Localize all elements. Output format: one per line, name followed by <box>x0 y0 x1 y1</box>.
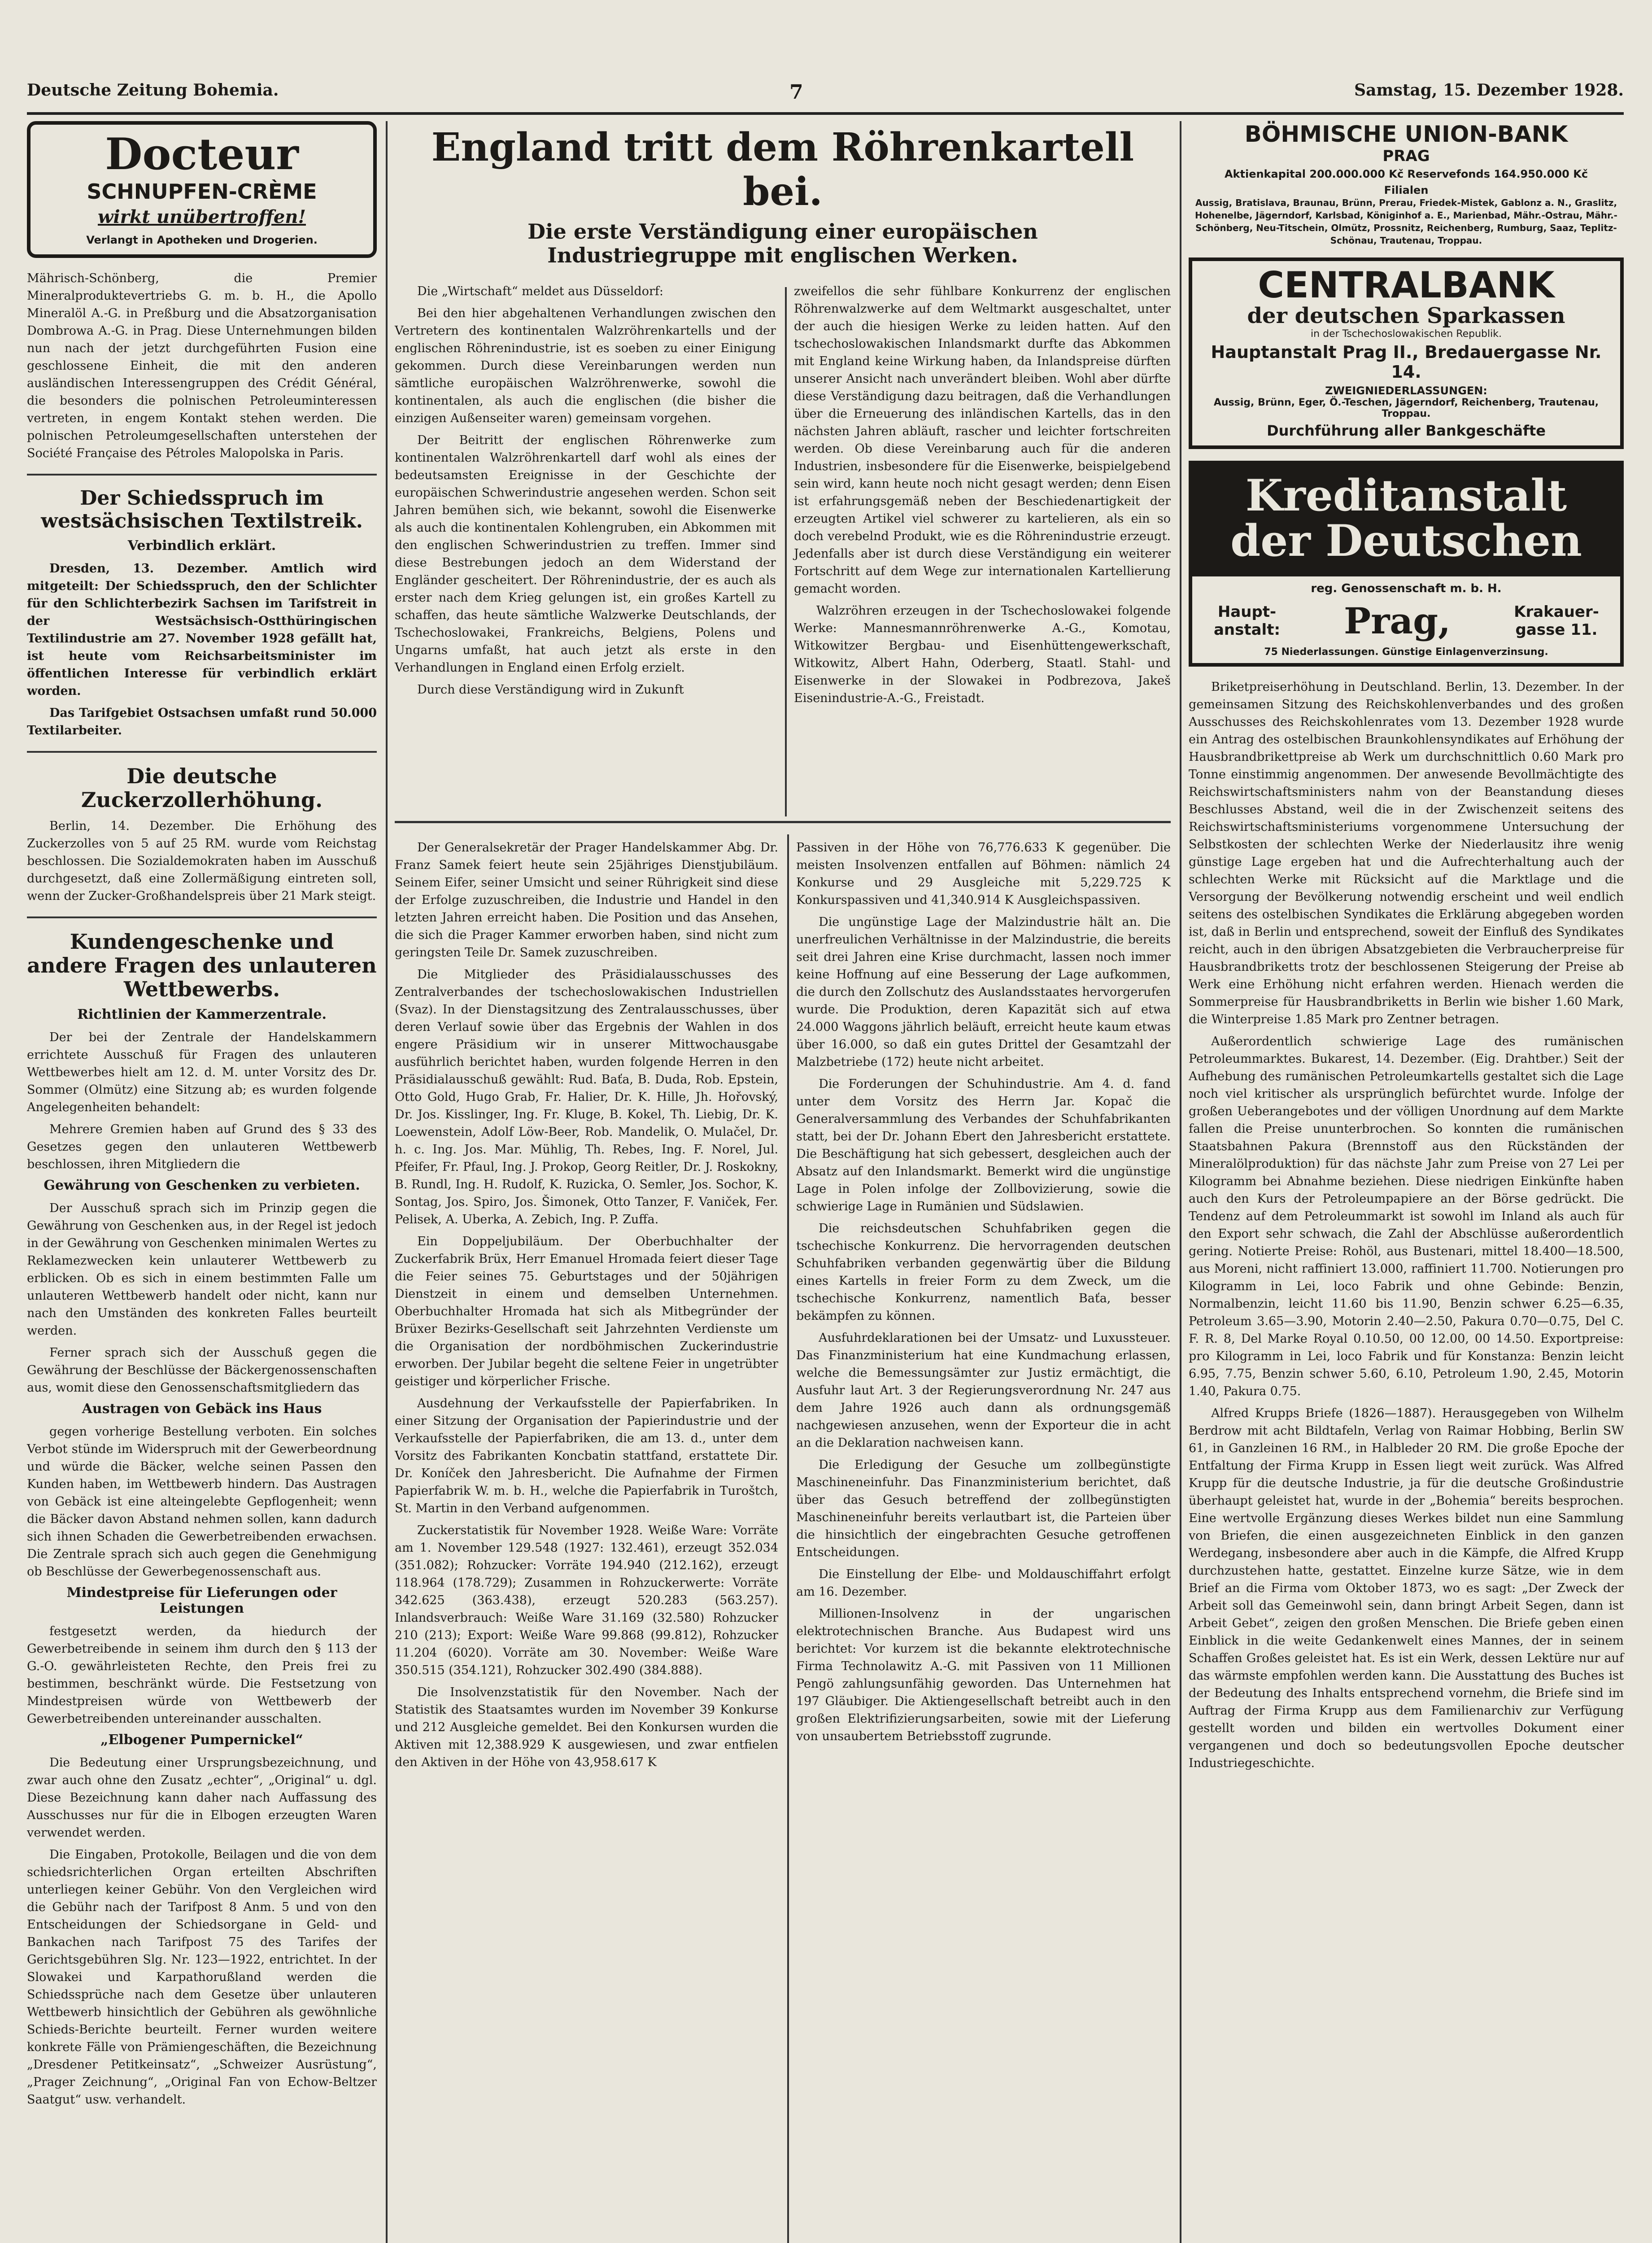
kreditanstalt-line1: Kreditanstalt <box>1245 470 1567 521</box>
article-subtitle: Richtlinien der Kammerzentrale. <box>77 1006 327 1022</box>
bank-country: in der Tschechoslowakischen Republik. <box>1311 328 1502 340</box>
bank-branches-label: ZWEIGNIEDERLASSUNGEN: <box>1325 384 1487 397</box>
kreditanstalt-reg: reg. Genossenschaft m. b. H. <box>1311 581 1502 595</box>
section-heading: Gewährung von Geschenken zu verbieten. <box>44 1177 360 1193</box>
bank-branches: Aussig, Bratislava, Braunau, Brünn, Prerau, Friedek-Mistek, Gablonz a. N., Graslitz, Hohenelbe, Jägerndorf, Karlsbad, Königinhof a. E., Marienbad, Mähr.-Ostrau, Mähr.-Schönberg, Neu-Titschein, Olmütz, Prossnitz, Reichenberg, Rumburg, Saaz, Teplitz-Schönau, Trautenau, Troppau. <box>1195 197 1617 246</box>
kreditanstalt-haupt: Haupt-anstalt: <box>1213 602 1281 639</box>
article-subtitle: Verbindlich erklärt. <box>127 538 276 554</box>
article-paragraph: Der Ausschuß sprach sich im Prinzip gegen die Gewährung von Geschenken aus, in der Regel ist jedoch in der Gewährung von Geschenken minimalen Wertes zu Reklamezwecken kein unlauterer Wettbewerb zu erblicken. Ob es sich in einem bestimmten Falle um unlauteren Wettbewerb handelt oder nicht, kann nur nach den Umständen des konkreten Falles beurteilt werden. <box>27 1201 377 1338</box>
bank-claim: Durchführung aller Bankgeschäfte <box>1267 422 1546 439</box>
article-paragraph: Ferner sprach sich der Ausschuß gegen die Gewährung der Beschlüsse der Bäckergenossenschaften aus, womit diese den Genossenschaftsmitgliedern das <box>27 1345 377 1395</box>
news-item: Ein Doppeljubiläum. Der Oberbuchhalter der Zuckerfabrik Brüx, Herr Emanuel Hromada feiert dieser Tage die Feier seines 75. Geburtstages und der 50jährigen Dienstzeit in einem und demselben Unternehmen. Oberbuchhalter Hromada hat sich als Mitbegründer der Brüxer Bezirks-Gesellschaft seit Jahrzehnten Verdienste um die Organisation der nordböhmischen Zuckerindustrie erworben. Der Jubilar begeht die seltene Feier in ungetrübter geistiger und körperlicher Frische. <box>395 1235 778 1388</box>
kreditanstalt-city: Prag, <box>1344 599 1451 642</box>
section-heading: Austragen von Gebäck ins Haus <box>82 1401 322 1417</box>
section-heading: Mindestpreise für Lieferungen oder Leistungen <box>66 1584 337 1616</box>
article-paragraph: Mehrere Gremien haben auf Grund des § 33 des Gesetzes gegen den unlauteren Wettbewerb beschlossen, ihren Mitgliedern die <box>27 1122 377 1171</box>
right-column <box>1189 121 1624 1776</box>
news-item: Ausfuhrdeklarationen bei der Umsatz- und Luxussteuer. Das Finanzministerium hat eine Kundmachung erlassen, welche die Bemessungsämter zur Justiz ermächtigt, die Ausfuhr laut Art. 3 der Regierungsverordnung Nr. 247 aus dem Jahre 1926 auch dann als ordnungsgemäß nachgewiesen anzusehen, wenn der Exporteur die in acht an die Deklaration nachweisen kann. <box>796 1331 1171 1450</box>
bank-name: BÖHMISCHE UNION-BANK <box>1244 121 1568 147</box>
news-item: Die Erledigung der Gesuche um zollbegünstigte Maschineneinfuhr. Das Finanzministerium berichtet, daß über das Gesuch betreffend der zollbegünstigten Maschineneinfuhr bereits verlautbart ist, die Parteien über die hinsichtlich der eingebrachten Gesuche getroffenen Entscheidungen. <box>796 1458 1171 1559</box>
divider <box>27 751 377 753</box>
column-rule <box>1180 121 1181 2243</box>
lead-title: England tritt dem Röhrenkartell bei. <box>431 125 1134 214</box>
kreditanstalt-details <box>1189 576 1624 667</box>
news-item: Die reichsdeutschen Schuhfabriken gegen die tschechische Konkurrenz. Die hervorragenden deutschen Schuhfabriken verbanden gegenwärtig über die Bildung eines Kartells in freier Form zu dem Zweck, um die tschechische Konkurrenz, namentlich Baťa, besser bekämpfen zu können. <box>796 1222 1171 1323</box>
news-item: Alfred Krupps Briefe (1826—1887). Herausgegeben von Wilhelm Berdrow mit acht Bildtafeln, Verlag von Raimar Hobbing, Berlin SW 61, in Ganzleinen 16 RM., in Halbleder 20 RM. Die große Epoche der Entfaltung der Firma Krupp in Essen liegt weit zurück. Was Alfred Krupp für die deutsche Industrie, ja für die deutsche Großindustrie überhaupt geleistet hat, wurde in der „Bohemia“ bereits besprochen. Eine wertvolle Ergänzung dieses Werkes bildet nun eine Sammlung von Briefen, die einen ausgezeichneten Einblick in den ganzen Werdegang, insbesondere aber auch in die Kämpfe, die Alfred Krupp durchzustehen hatte, gestattet. Einzelne kurze Sätze, wie in dem Brief an die Firma vom Oktober 1873, wo es sagt: „Der Zweck der Arbeit soll das Gemeinwohl sein, dann bringt Arbeit Segen, dann ist Arbeit Gebet“, zeigen den großen Menschen. Die Briefe geben einen Einblick in die weite Gedankenwelt eines Mannes, der in seinem Schaffen Großes geleistet hat. Es ist ein Werk, dessen Lektüre nur auf das wärmste empfohlen werden kann. Die Ausstattung des Buches ist der Bedeutung des Inhalts entsprechend vornehm, die Briefe sind im Auftrag der Firma Krupp aus dem Familienarchiv zur Verfügung gestellt worden und bilden ein wertvolles Dokument einer vergangenen und doch so bedeutungsvollen Epoche deutscher Industriegeschichte. <box>1189 1406 1624 1770</box>
bank-city: PRAG <box>1382 147 1430 165</box>
article-paragraph: Dresden, 13. Dezember. Amtlich wird mitgeteilt: Der Schiedsspruch, den der Schlichter für den Schlichterbezirk Sachsen im Tarifstreit in der Westsächsisch-Ostthüringischen Textilindustrie am 27. November 1928 gefällt hat, ist heute vom Reichsarbeitsminister im öffentlichen Interesse für verbindlich erklärt worden. <box>27 562 377 698</box>
lead-column-right <box>794 283 1171 711</box>
article-paragraph: Der Beitritt der englischen Röhrenwerke zum kontinentalen Walzröhrenkartell darf wohl als eines der bedeutsamsten Ereignisse in der Geschichte der europäischen Schwerindustrie angesehen werden. Schon seit Jahren bemühen sich, wie bekannt, sowohl die Eisenwerke als auch die kontinentalen Kohlengruben, ein Abkommen mit den englischen Schwerindustrien zu treffen. Immer sind diese Bestrebungen jedoch an dem Widerstand der Engländer gescheitert. Der Röhrenindustrie, der es auch als erster nach dem Krieg gelungen ist, ein großes Kartell zu schaffen, das heute sämtliche Walzwerke Deutschlands, der Tschechoslowakei, Frankreichs, Belgiens, Polens und Ungarns umfaßt, hat auch jetzt als erste in den Verhandlungen in England einen Erfolg erzielt. <box>395 433 776 675</box>
article-paragraph: Walzröhren erzeugen in der Tschechoslowakei folgende Werke: Mannesmannröhrenwerke A.-G., Komotau, Witkowitzer Bergbau- und Eisenhüttengewerkschaft, Witkowitz, Albert Hahn, Oderberg, Staatl. Stahl- und Eisenwerke in der Slowakei in Podbrezova, Jakeš Eisenindustrie-A.-G., Freistadt. <box>794 604 1171 705</box>
left-intro: Mährisch-Schönberg, die Premier Mineralproduktevertriebs G. m. b. H., die Apollo Mineralöl A.-G. in Preßburg und die Absatzorganisation Dombrowa A.-G. in Prag. Diese Unternehmungen bilden nun nach der jetzt durchgeführten Fusion eine geschlossene Einheit, die mit den anderen ausländischen Interessengruppen des Crédit Général, die besonders die polnischen Petroleuminteressen vertreten, in engem Kontakt stehen werden. Die polnischen Petroleumgesellschaften unterstehen der Société Française des Pétroles Malopolska in Paris. <box>27 271 377 460</box>
article-paragraph: Berlin, 14. Dezember. Die Erhöhung des Zuckerzolles von 5 auf 25 RM. wurde vom Reichstag beschlossen. Die Sozialdemokraten haben im Ausschuß durchgesetzt, daß eine Zollermäßigung eintreten soll, wenn der Zucker-Großhandelspreis über 21 Mark steigt. <box>27 819 377 903</box>
article-paragraph: Die Bedeutung einer Ursprungsbezeichnung, und zwar auch ohne den Zusatz „echter“, „Original“ u. dgl. Diese Bezeichnung kann daher nach Auffassung des Ausschusses nur für die in Elbogen erzeugten Waren verwendet werden. <box>27 1755 377 1840</box>
divider <box>27 474 377 476</box>
bank-subtitle: der deutschen Sparkassen <box>1247 303 1565 328</box>
news-item: Briketpreiserhöhung in Deutschland. Berlin, 13. Dezember. In der gemeinsamen Sitzung des Reichskohlenverbandes und des großen Ausschusses des Reichskohlenrates vom 13. Dezember 1928 wurde ein Antrag des ostelbischen Braunkohlensyndikates auf Erhöhung der Hausbrandbrikettpreise ab Werk um durchschnittlich 0.60 Mark pro Tonne einstimmig angenommen. Der anwesende Bevollmächtigte des Reichswirtschaftsministers nahm von der Beanstandung dieses Beschlusses Abstand, weil die in der Zwischenzeit seitens des Reichswirtschaftsministeriums vorgenommene Untersuchung der Selbstkosten der schlechten Werke der Niederlausitz ihre wenig günstige Lage ergeben hat und die Aufrechterhaltung auch der schlechten Werke mit Rücksicht auf die Marktlage und die Versorgung der Bevölkerung notwendig erscheint und weil endlich seitens des ostelbischen Syndikates die Erklärung abgegeben worden ist, daß in Berlin und entsprechend, soweit der Einfluß des Syndikates reicht, auch in den übrigen Absatzgebieten die Verbraucherpreise für Hausbrandbriketts trotz der beschlossenen Steigerung der Preise ab Werk eine Erhöhung nicht erfahren werden. Hienach werden die Sommerpreise für Hausbrandbriketts in Berlin wie bisher 1.60 Mark, die Winterpreise 1.85 Mark pro Zentner betragen. <box>1189 680 1624 1026</box>
bank-capital: Aktienkapital 200.000.000 Kč Reservefonds 164.950.000 Kč <box>1224 168 1588 180</box>
article-title: Die deutsche Zuckerzollerhöhung. <box>81 764 323 812</box>
news-item: Die Forderungen der Schuhindustrie. Am 4. d. fand unter dem Vorsitz des Herrn Jar. Kopač die Generalversammlung des Verbandes der Schuhfabrikanten statt, bei der Dr. Johann Ebert den Jahresbericht erstattete. Die Beschäftigung hat sich gebessert, desgleichen auch der Absatz auf den Inlandsmarkt. Bemerkt wird die ungünstige Lage in Polen infolge der Zollbovizierung, sowie die schwierige Lage in Rumänien und Südslawien. <box>796 1077 1171 1213</box>
kreditanstalt-line2: der Deutschen <box>1230 515 1582 566</box>
news-item: Ausdehnung der Verkaufsstelle der Papierfabriken. In einer Sitzung der Organisation der Papierindustrie und der Verkaufsstelle der Papierfabriken, die am 13. d., unter dem Vorsitz des Fabrikanten Koncbatin stattfand, erstattete Dir. Dr. Koníček den Jahresbericht. Die Aufnahme der Firmen Papierfabrik W. m. b. H., welche die Papierfabrik in Turoštch, St. Martin in den Verband aufgenommen. <box>395 1396 778 1515</box>
lead-column-left <box>395 283 776 703</box>
article-paragraph: Der bei der Zentrale der Handelskammern errichtete Ausschuß für Fragen des unlauteren Wettbewerbes hielt am 12. d. M. unter Vorsitz des Dr. Sommer (Olmütz) eine Sitzung ab; es wurden folgende Angelegenheiten behandelt: <box>27 1030 377 1114</box>
ad-claim: wirkt unübertroffen! <box>98 206 306 227</box>
page-number: 7 <box>789 81 803 104</box>
lead-subtitle: Die erste Verständigung einer europäischen Industriegruppe mit englischen Werken. <box>527 219 1038 267</box>
article-paragraph: zweifellos die sehr fühlbare Konkurrenz der englischen Röhrenwalzwerke auf dem Weltmarkt ausgeschaltet, unter der auch die hiesigen Werke zu leiden hatten. Auf den tschechoslowakischen Inlandsmarkt durfte das Abkommen mit England keine Wirkung haben, da Inlandspreise dürften unserer Ansicht nach unverändert bleiben. Wohl aber dürfte diese Verständigung dazu beitragen, daß die Verhandlungen über die Erneuerung des inländischen Kartells, das in den nächsten Jahren abläuft, rascher und leichter fortschreiten werden. Ob diese Vereinbarung auch für die anderen Industrien, insbesondere für die Eisenwerke, beispielgebend sein wird, kann heute noch nicht gesagt werden; denn Eisen ist erfahrungsgemäß neben der Beschiedenartigkeit der erzeugten Artikel viel schwerer zu kartelieren, als ein so doch verebelnd Produkt, wie es die Röhrenindustrie erzeugt. Jedenfalls aber ist durch diese Verständigung ein weiterer Fortschritt auf dem Wege zur internationalen Kartellierung gemacht worden. <box>794 284 1171 596</box>
article-paragraph: Das Tarifgebiet Ostsachsen umfaßt rund 50.000 Textilarbeiter. <box>27 706 377 738</box>
column-rule <box>787 834 789 2243</box>
news-item: Die ungünstige Lage der Malzindustrie hält an. Die unerfreulichen Verhältnisse in der Malzindustrie, die bereits seit drei Jahren eine Krise durchmacht, lassen noch immer keine Hoffnung auf eine Besserung der Lage aufkommen, die durch den Zollschutz des Auslandsstaates hervorgerufen wurde. Die Produktion, deren Kapazität sich auf etwa 24.000 Waggons jährlich beläuft, erreicht heute kaum etwas über 16.000, so daß ein gutes Drittel der Gesamtzahl der Malzbetriebe (172) heute nicht arbeitet. <box>796 915 1171 1069</box>
article-paragraph: Durch diese Verständigung wird in Zukunft <box>417 683 684 697</box>
article-paragraph: Die Eingaben, Protokolle, Beilagen und die von dem schiedsrichterlichen Organ erteilten Abschriften unterliegen keiner Gebühr. Von den Vergleichen wird die Gebühr nach der Tarifpost 8 Anm. 5 und von den Entscheidungen der Schiedsorgane in Geld- und Bankachen nach Tarifpost 75 des Tarifes der Gerichtsgebühren Slg. Nr. 123—1922, entrichtet. In der Slowakei und Karpathorußland werden die Schiedssprüche nach dem Gesetze über unlauteren Wettbewerb hinsichtlich der Gebühren als gewöhnliche Schieds-Berichte beurteilt. Ferner wurden weitere konkrete Fälle von Prämiengeschäften, die Bezeichnung „Dresdener Petitkeinsatz“, „Schweizer Ausrüstung“, „Prager Zeichnung“, „Original Fan von Echow-Beltzer Saatgut“ usw. verhandelt. <box>27 1847 377 2107</box>
news-item: Außerordentlich schwierige Lage des rumänischen Petroleummarktes. Bukarest, 14. Dezember. (Eig. Drahtber.) Seit der Aufhebung des rumänischen Petroleumkartells gestaltet sich die Lage noch viel kritischer als ursprünglich befürchtet wurde. Infolge der großen Ueberangebotes und der völligen Unordnung auf dem Markte fallen die Preise ununterbrochen. So konnten die rumänischen Staatsbahnen Pakura (Brennstoff aus den Rückständen der Mineralölproduktion) für das nächste Jahr zum Preise von 27 Lei per Kilogramm bei Abnahme beziehen. Diese niedrigen Einkünfte haben auch den Kurs der Petroleumpapiere an der Börse gedrückt. Die Tendenz auf dem Petroleummarkt ist sowohl im Inland als auch für den Export sehr schwach, die Zahl der Abschlüsse außerordentlich gering. Notierte Preise: Rohöl, aus Bustenari, mittel 18.400—18.500, aus Moreni, nicht raffiniert 13.000, raffiniert 11.700. Notierungen pro Kilogramm in Lei, loco Fabrik und ohne Gebinde: Benzin, Normalbenzin, leicht 11.60 bis 11.90, Benzin schwer 6.25—6.35, Petroleum 3.65—3.90, Motorin 2.40—2.50, Pakura 0.70—0.75, Del C. F. R. 8, Del Marke Royal 0.10.50, 00 12.00, 00 14.50. Exportpreise: pro Kilogramm in Lei, loco Fabrik und für Konstanza: Benzin leicht 6.95, 7.75, Benzin schwer 5.60, 6.10, Petroleum 1.90, 2.45, Motorin 1.40, Pakura 0.75. <box>1189 1034 1624 1398</box>
paper-name: Deutsche Zeitung Bohemia. <box>27 81 279 100</box>
page-header <box>27 76 1624 115</box>
kreditanstalt-street: Krakauer-gasse 11. <box>1514 602 1599 639</box>
divider <box>27 916 377 918</box>
kreditanstalt-ad <box>1189 461 1624 667</box>
lead-article <box>395 121 1171 281</box>
news-item: Die Einstellung der Elbe- und Moldauschiffahrt erfolgt am 16. Dezember. <box>796 1567 1171 1599</box>
article-paragraph: gegen vorherige Bestellung verboten. Ein solches Verbot stünde im Widerspruch mit der Gewerbeordnung und würde die Bäcker, welche seinen Passen den Kunden haben, im Wettbewerb hindern. Das Austragen von Gebäck ist eine alteingelebte Gepflogenheit; wenn die Bäcker davon Abstand nehmen sollen, kann dadurch sich ihnen Schaden die Gewerbetreibenden erwachsen. Die Zentrale sprach sich auch gegen die Genehmigung ob Beschlüsse der Gewerbegenossenschaft aus. <box>27 1424 377 1579</box>
docteur-ad <box>27 121 377 258</box>
news-item: Der Generalsekretär der Prager Handelskammer Abg. Dr. Franz Samek feiert heute sein 25jähriges Dienstjubiläum. Seinem Eifer, seiner Umsicht und seiner Rührigkeit sind diese der Erfolge zuzuschreiben, die Industrie und Handel in den letzten Jahren erreicht haben. Die Position und das Ansehen, die sich die Prager Kammer erworben haben, sind nicht zum geringsten Teile Dr. Samek zuzuschreiben. <box>395 841 778 960</box>
kreditanstalt-address-row <box>1207 600 1606 642</box>
issue-date: Samstag, 15. Dezember 1928. <box>1354 81 1624 100</box>
article-title: Der Schiedsspruch im westsächsischen Textilstreik. <box>41 487 363 532</box>
kreditanstalt-banner <box>1189 461 1624 576</box>
left-column <box>27 121 377 2113</box>
bank-address: Hauptanstalt Prag II., Bredauergasse Nr. 14. <box>1211 342 1602 382</box>
column-rule <box>785 287 787 816</box>
kreditanstalt-note: 75 Niederlassungen. Günstige Einlagenverzinsung. <box>1264 646 1548 658</box>
news-item: Die Mitglieder des Präsidialausschusses des Zentralverbandes der tschechoslowakischen Industriellen (Svaz). In der Dienstagsitzung des Zentralausschusses, über deren Verlauf sowie über das Ergebnis der Wahlen in dos engere Präsidium wir in unserer Mittwochausgabe ausführlich berichtet haben, wurden folgende Herren in den Präsidialausschuß gewählt: Rud. Baťa, B. Duda, Rob. Epstein, Otto Gold, Hugo Grab, Fr. Halier, Dr. K. Hille, Jh. Hořovský, Dr. Jos. Kisslinger, Ing. Fr. Kluge, B. Kokel, Th. Liebig, Dr. K. Loewenstein, Adolf Löw-Beer, Rob. Mandelik, O. Mulačel, Dr. h. c. Ing. Jos. Mar. Mühlig, Th. Rebes, Ing. F. Norel, Jul. Pfeifer, Fr. Pfaul, Ing. J. Prokop, Georg Reitler, Dr. J. Roskokny, B. Rundl, Ing. H. Rudolf, K. Ruzicka, O. Semler, Jos. Sochor, K. Sontag, Jos. Spiro, Jos. Šimonek, Otto Tanzer, F. Vaniček, Fer. Pelisek, A. Uberka, A. Zebich, Ing. P. Zuffa. <box>395 968 778 1226</box>
section-heading: „Elbogener Pumpernickel“ <box>100 1732 303 1748</box>
bank-branches: Aussig, Brünn, Eger, Ö.-Teschen, Jägerndorf, Reichenberg, Trautenau, Troppau. <box>1213 397 1599 419</box>
ad-availability: Verlangt in Apotheken und Drogerien. <box>86 234 318 246</box>
article-paragraph: festgesetzt werden, da hiedurch der Gewerbetreibende in seinem ihm durch den § 113 der G.-O. gewährleisteten Rechte, den Preis frei zu bestimmen, beschränkt würde. Die Festsetzung von Mindestpreisen würde von Wettbewerb der Gewerbetreibenden untereinander ausschalten. <box>27 1624 377 1726</box>
ad-brand: Docteur <box>105 129 299 179</box>
news-item: Passiven in der Höhe von 76,776.633 K gegenüber. Die meisten Insolvenzen entfallen auf Böhmen: nämlich 24 Konkurse und 29 Ausgleiche mit 5,229.725 K Konkurspassiven und 41,340.914 K Ausgleichspassiven. <box>796 841 1171 907</box>
newspaper-page <box>27 76 1624 2243</box>
column-rule <box>386 121 388 2243</box>
news-column-left <box>395 839 778 1776</box>
centralbank-ad <box>1189 257 1624 449</box>
news-item: Die Insolvenzstatistik für den November. Nach der Statistik des Staatsamtes wurden im November 39 Konkurse und 212 Ausgleiche gemeldet. Bei den Konkursen wurden die Aktiven mit 12,388.929 K ausgewiesen, und zwar entfielen den Aktiven in der Höhe von 43,958.617 K <box>395 1685 778 1769</box>
bank-name: CENTRALBANK <box>1258 264 1555 306</box>
bank-branches-label: Filialen <box>1384 184 1429 196</box>
article-paragraph: Bei den hier abgehaltenen Verhandlungen zwischen den Vertretern des kontinentalen Walzröhrenkartells und der englischen Röhrenindustrie, ist es soeben zu einer Einigung gekommen. Durch diese Vereinbarungen werden nun sämtliche europäischen Walzröhrenwerke, sowohl die kontinentalen, als auch die englischen (die bisher die einzigen Außenseiter waren) gemeinsam vorgehen. <box>395 306 776 425</box>
article-title: Kundengeschenke und andere Fragen des unlauteren Wettbewerbs. <box>27 929 377 1001</box>
news-item: Zuckerstatistik für November 1928. Weiße Ware: Vorräte am 1. November 129.548 (1927: 132.461), erzeugt 352.034 (351.082); Rohzucker: Vorräte 194.940 (212.162), erzeugt 118.964 (178.729); Zusammen in Rohzuckerwerte: Vorräte 342.625 (363.438), erzeugt 520.283 (563.257). Inlandsverbrauch: Weiße Ware 31.169 (32.580) Rohzucker 210 (213); Export: Weiße Ware 99.868 (99.812), Rohzucker 11.204 (6020). Vorräte am 30. November: Weiße Ware 350.515 (354.121), Rohzucker 302.490 (384.888). <box>395 1523 778 1677</box>
article-paragraph: Die „Wirtschaft“ meldet aus Düsseldorf: <box>417 284 663 298</box>
ad-product: SCHNUPFEN-CRÈME <box>87 179 317 204</box>
news-column-right <box>796 839 1171 1750</box>
section-divider <box>395 821 1171 832</box>
union-bank-ad <box>1189 121 1624 247</box>
news-item: Millionen-Insolvenz in der ungarischen elektrotechnischen Branche. Aus Budapest wird uns berichtet: Vor kurzem ist die bekannte elektrotechnische Firma Technolawitz A.-G. mit Passiven von 11 Millionen Pengö zahlungsunfähig geworden. Das Unternehmen hat 197 Gläubiger. Die Aktiengesellschaft betreibt auch in den großen Elektrifizierungsarbeiten, sowie mit der Lieferung von unsaubertem Betriebsstoff zugrunde. <box>796 1607 1171 1743</box>
